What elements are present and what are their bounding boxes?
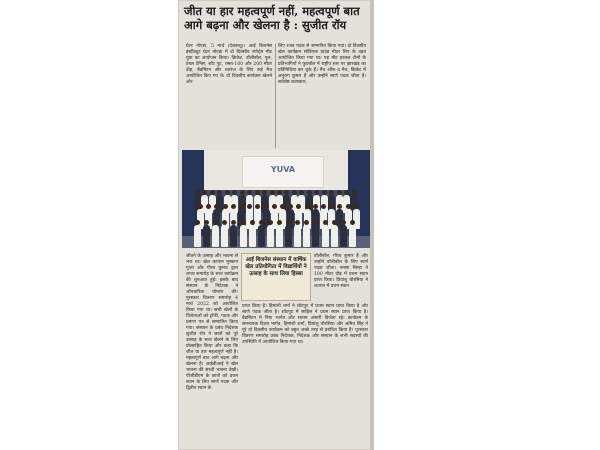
participant-head: [322, 190, 327, 195]
participant-head: [264, 204, 269, 209]
participant-figure: [285, 225, 292, 247]
participant-head: [255, 190, 260, 195]
participant-figure: [240, 225, 247, 247]
participant-head: [262, 190, 267, 195]
participant-head: [250, 220, 255, 225]
participant-head: [337, 190, 342, 195]
participant-figure: [221, 225, 228, 247]
participant-head: [284, 190, 289, 195]
participant-head: [268, 220, 273, 225]
participant-head: [217, 190, 222, 195]
highlight-box-text: आई बिजनेस संस्थान में वार्षिक खेल प्रतियोगिता में विद्यार्थियों ने उत्साह के साथ लिया हिस्सा: [245, 257, 307, 277]
event-photo: [182, 150, 370, 248]
participant-figure: [312, 225, 319, 247]
participant-head: [321, 204, 326, 209]
participant-head: [259, 220, 264, 225]
participant-figure: [331, 225, 338, 247]
participant-head: [313, 204, 318, 209]
group-of-participants: [192, 186, 360, 248]
participant-figure: [303, 225, 310, 247]
headline: जीत या हार महत्वपूर्ण नहीं, महत्वपूर्ण बात आगे बढ़ना और खेलना है : सुजीत रॉय: [184, 4, 360, 32]
participant-head: [272, 204, 277, 209]
participant-figure: [322, 225, 329, 247]
column-divider: [275, 44, 276, 148]
article-column-left-bottom: जीतने के उत्साह और भावना से भरा था। खेल कप्तान मुस्कान गुप्ता और गौरव कुमार द्वारा शपथ समारोह के साथ कार्यक्रम की शुरुआत हुई। इसके बाद संस्थान के निदेशक ने औपचारिक घोषणा की। पुरस्कार वितरण समारोह 4 मार्च 2022 को आयोजित किया गया था। सभी खेलों के विजेताओं को ट्रॉफी, पदक और प्रमाण पत्र से सम्मानित किया गया। संस्थान के प्रबंध निदेशक सुजीत रॉय ने छात्रों को पूरे उत्साह के साथ खेलने के लिए प्रोत्साहित किया और कहा कि जीत या हार महत्वपूर्ण नहीं है। महत्वपूर्ण बात आगे बढ़ना और खेलना है। आईबीआई ने खेल भावना की सच्ची भावना देखी। पीजीडीएम के छात्रों को प्रथम स्थान के लिए स्वर्ण पदक और द्वितीय स्थान के: [186, 254, 238, 391]
participant-head: [239, 204, 244, 209]
participant-head: [307, 190, 312, 195]
participant-figure: [249, 225, 256, 247]
participant-head: [241, 220, 246, 225]
participant-figure: [276, 225, 283, 247]
newspaper-clipping: [178, 0, 374, 450]
participant-head: [323, 220, 328, 225]
participant-figure: [258, 225, 265, 247]
participant-head: [292, 190, 297, 195]
participant-head: [202, 190, 207, 195]
banner-text: YUVA: [270, 165, 296, 174]
participant-head: [341, 220, 346, 225]
participant-figure: [203, 225, 210, 247]
participant-head: [305, 204, 310, 209]
participant-figure: [267, 225, 274, 247]
highlight-box: [241, 253, 311, 301]
participant-head: [332, 220, 337, 225]
participant-head: [195, 190, 200, 195]
participant-head: [225, 190, 230, 195]
participant-head: [198, 204, 203, 209]
participant-head: [350, 220, 355, 225]
participant-head: [277, 220, 282, 225]
article-column-right-bottom: प्राप्त किया है। हिमांशी शर्मा ने शॉटपुट में प्रथम स्थान प्राप्त किया है और स्वर्ण पदक जीता है। शॉटपुट में साहिल ने प्रथम स्थान प्राप्त किया है। बैडमिंटन में निया भार्गव और सत्यम अंसारी विजेता रहे। कार्यक्रम के समन्वयक दिव्या भार्गव, हिमांशी शर्मा, प्रियांशु चौरसिया और अमित सिंह ने पूरे दो दिवसीय कार्यक्रम को बहुत अच्छे तरह से प्रबंधित किया है। पुरस्कार वितरण समारोह प्रबंध निदेशक, निदेशक और संस्थान के सभी सदस्यों की उपस्थिति में आयोजित किया गया था।: [242, 304, 368, 345]
participant-head: [231, 204, 236, 209]
article-column-right-top: लिए रजत पदक से सम्मानित किया गया। दो दिवसीय खेल कार्यक्रम सोडिएक ग्राउंड मीटर शिप के तहत आयोजित किया गया था। यह मीट हरकत टीमों के प्रतिभागियों ने फुटबॉल में राष्ट्रीय स्तर पर झारखंड का प्रतिनिधित्व कर चुके हैं। मैच ऑफ द मैच, क्रिकेट में अनुराग कुमार हैं और उन्होंने स्वर्ण पदक जीता है। सर्वश्रेष्ठ कलाकार,: [278, 44, 366, 85]
participant-head: [354, 204, 359, 209]
participant-figure: [340, 225, 347, 247]
participant-head: [299, 190, 304, 195]
participant-head: [277, 190, 282, 195]
participant-figure: [212, 225, 219, 247]
participant-head: [223, 204, 228, 209]
participant-head: [210, 190, 215, 195]
participant-head: [344, 190, 349, 195]
participant-head: [346, 204, 351, 209]
page-fold-shadow: [370, 0, 374, 450]
participant-head: [329, 190, 334, 195]
participant-figure: [294, 225, 301, 247]
article-column-left-top: ग्रेटर नोएडा, 5 मार्च (देशबन्धु)। आई बिजनेस इंस्टीट्यूट ग्रेटर नोएडा में दो दिवसीय स्पोर्ट्स मीट युवा का आयोजन किया। क्रिकेट, वॉलीबॉल, पूल, टेबल टेनिस, शॉट पुट, रस्सा-100 और 200 मीटर दौड़, बैडमिंटन और शतरंज के लिए कई मैच आयोजित किए गए थे। दो दिवसीय कार्यक्रम खेलने और: [186, 44, 272, 85]
participant-figure: [349, 225, 356, 247]
participant-head: [240, 190, 245, 195]
participant-head: [352, 190, 357, 195]
participant-head: [232, 190, 237, 195]
participant-head: [280, 204, 285, 209]
participant-figure: [194, 225, 201, 247]
participant-figure: [230, 225, 237, 247]
participant-head: [314, 190, 319, 195]
article-column-right-mid: वॉलीबॉल, गौरव कुमार हैं और उन्होंने वॉलीबॉल के लिए स्वर्ण पदक जीता। नमसा सिन्हा ने 100 मीटर दौड़ में प्रथम स्थान प्राप्त किया। प्रियांशु चौरसिया ने शतरंज में प्रथम स्थान: [314, 254, 368, 289]
event-banner: [242, 156, 324, 188]
participant-head: [270, 190, 275, 195]
participant-head: [195, 220, 200, 225]
participant-head: [247, 190, 252, 195]
